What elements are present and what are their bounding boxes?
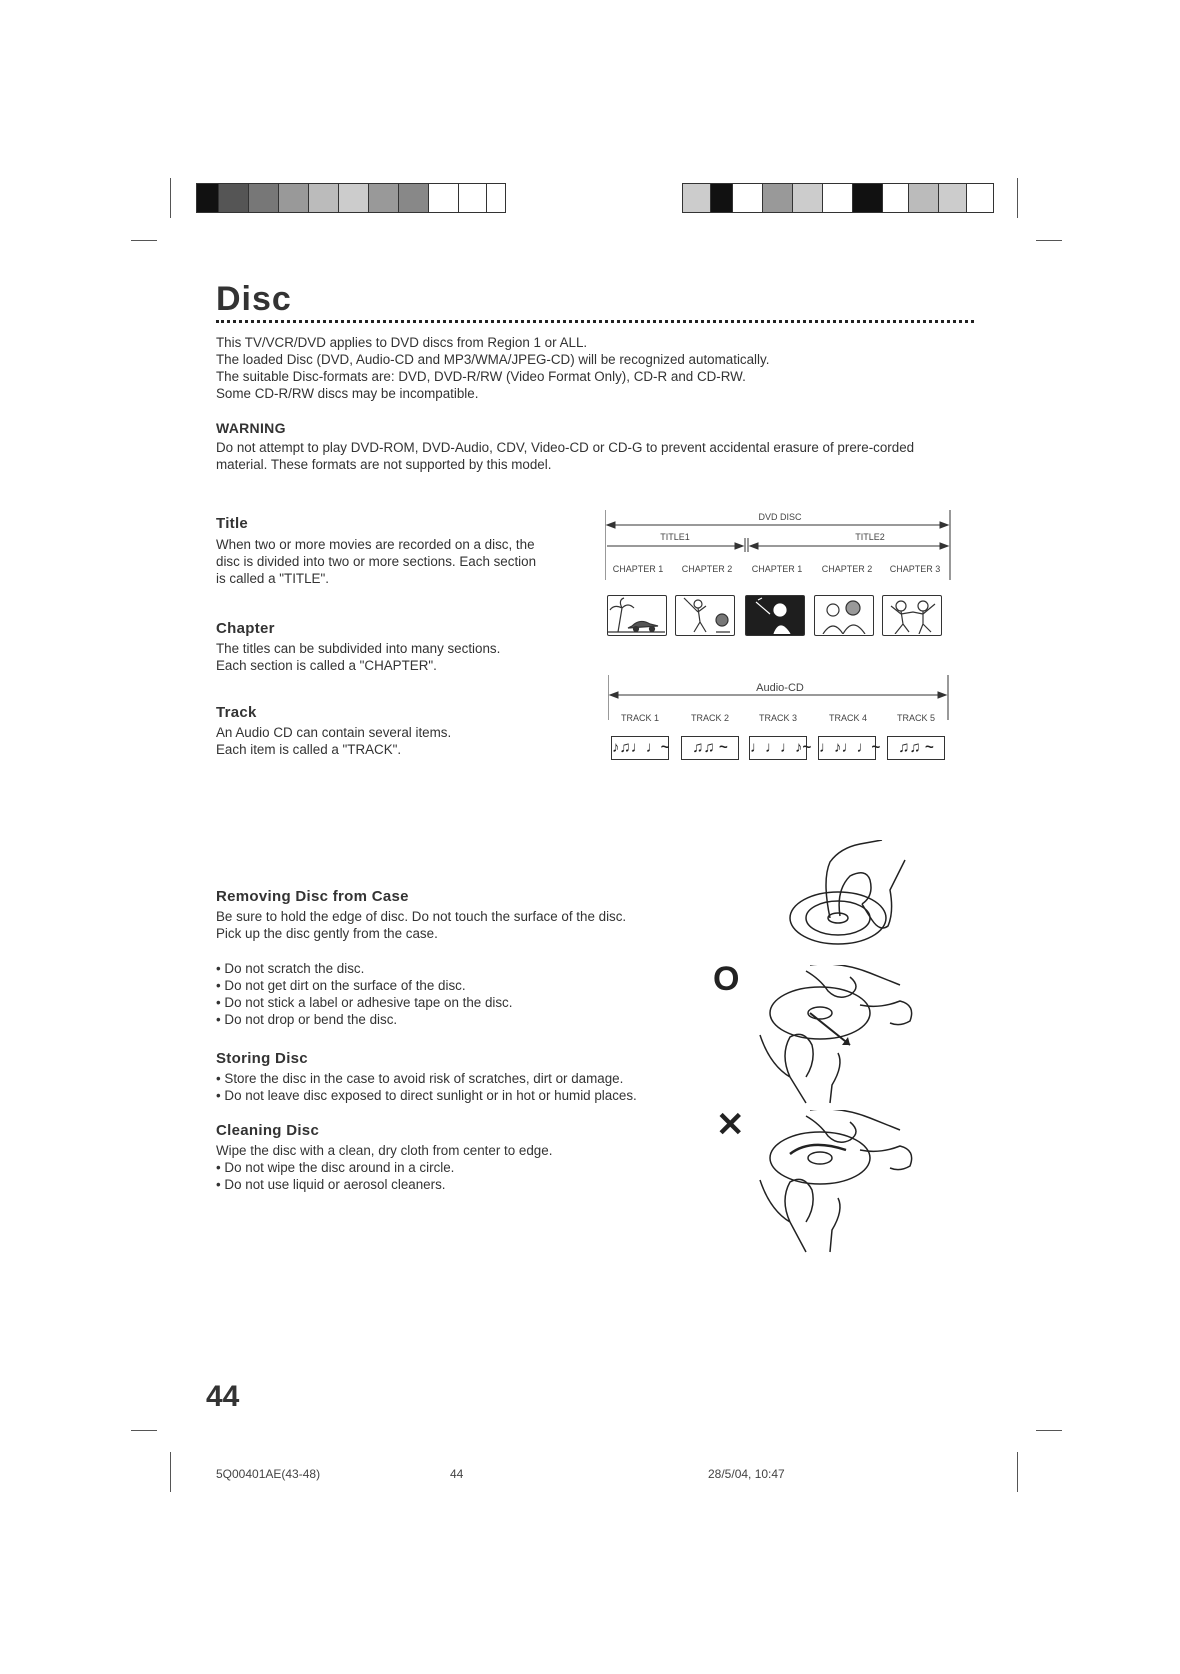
crop-mark <box>131 1430 157 1431</box>
chapter-thumbnail-dancers <box>882 595 942 636</box>
track-label: TRACK 5 <box>896 713 935 723</box>
correct-symbol: O <box>713 960 740 998</box>
track-label: TRACK 3 <box>758 713 797 723</box>
storing-heading: Storing Disc <box>216 1050 308 1067</box>
intro-line: The suitable Disc-formats are: DVD, DVD-R/RW (Video Format Only), CD-R and CD-RW. <box>216 369 746 384</box>
dvd-structure-diagram <box>605 510 955 600</box>
track-label: TRACK 2 <box>690 713 729 723</box>
footer-code: 5Q00401AE(43-48) <box>216 1467 321 1481</box>
correct-handling-illustration <box>750 965 930 1105</box>
chapter-line: Each section is called a "CHAPTER". <box>216 658 437 673</box>
title2-label: TITLE2 <box>855 532 885 542</box>
chapter-label: CHAPTER 3 <box>889 564 941 574</box>
removing-text <box>216 908 696 942</box>
disc-from-case-illustration <box>770 840 930 960</box>
chapter-line: The titles can be subdivided into many sections. <box>216 641 501 656</box>
removing-bullets <box>216 960 696 1028</box>
track-line: Each item is called a "TRACK". <box>216 742 402 757</box>
chapter-label: CHAPTER 1 <box>751 564 803 574</box>
audio-cd-label: Audio-CD <box>756 682 804 694</box>
track-heading: Track <box>216 704 257 721</box>
page-number: 44 <box>206 1380 240 1413</box>
track-label: TRACK 4 <box>828 713 867 723</box>
bullet-item: • Do not get dirt on the surface of the disc. <box>216 978 466 993</box>
intro-line: The loaded Disc (DVD, Audio-CD and MP3/WMA/JPEG-CD) will be recognized automatically. <box>216 352 770 367</box>
incorrect-symbol: ✕ <box>716 1106 745 1144</box>
track-notes-box: ♩♪♩♩~ <box>818 736 876 760</box>
removing-line: Be sure to hold the edge of disc. Do not touch the surface of the disc. <box>216 909 627 924</box>
title-divider <box>216 320 974 323</box>
chapter-thumbnail-golfer <box>675 595 735 636</box>
title-heading: Title <box>216 515 249 532</box>
bullet-item: • Do not use liquid or aerosol cleaners. <box>216 1177 446 1192</box>
dvd-disc-label: DVD DISC <box>758 512 802 522</box>
crop-mark <box>1017 178 1018 218</box>
track-text <box>216 724 556 758</box>
cleaning-heading: Cleaning Disc <box>216 1122 320 1139</box>
crop-mark <box>1036 240 1062 241</box>
removing-heading: Removing Disc from Case <box>216 888 409 905</box>
track-notes-box: ♪♫♩♩~ <box>611 736 669 760</box>
chapter-thumbnail-beach <box>607 595 667 636</box>
warning-text: Do not attempt to play DVD-ROM, DVD-Audio, CDV, Video-CD or CD-G to prevent accidental erasure of prere-corded material. These formats are not supported by this model. <box>216 440 915 472</box>
storing-bullets <box>216 1070 716 1104</box>
intro-line: Some CD-R/RW discs may be incompatible. <box>216 386 479 401</box>
cleaning-text <box>216 1142 696 1193</box>
bullet-item: • Do not scratch the disc. <box>216 961 365 976</box>
bullet-item: • Do not wipe the disc around in a circle. <box>216 1160 455 1175</box>
crop-mark <box>1036 1430 1062 1431</box>
removing-line: Pick up the disc gently from the case. <box>216 926 438 941</box>
title1-label: TITLE1 <box>660 532 690 542</box>
color-bar-left <box>196 183 506 213</box>
bullet-item: • Do not stick a label or adhesive tape on the disc. <box>216 995 513 1010</box>
chapter-label: CHAPTER 1 <box>612 564 664 574</box>
chapter-heading: Chapter <box>216 620 275 637</box>
chapter-thumbnail-couple <box>814 595 874 636</box>
track-notes-box: ♫♫ ~ <box>887 736 945 760</box>
crop-mark <box>170 1452 171 1492</box>
crop-mark <box>1017 1452 1018 1492</box>
track-notes-box: ♩♩♩♪~ <box>749 736 807 760</box>
title-text: When two or more movies are recorded on a disc, the disc is divided into two or more sections. Each section is called a "TITLE". <box>216 537 537 586</box>
bullet-item: • Do not leave disc exposed to direct sunlight or in hot or humid places. <box>216 1088 637 1103</box>
chapter-thumbnail-singer <box>745 595 805 636</box>
intro-line: This TV/VCR/DVD applies to DVD discs from Region 1 or ALL. <box>216 335 588 350</box>
bullet-item: • Store the disc in the case to avoid risk of scratches, dirt or damage. <box>216 1071 624 1086</box>
bullet-item: • Do not drop or bend the disc. <box>216 1012 398 1027</box>
footer-page: 44 <box>450 1467 464 1481</box>
cleaning-line: Wipe the disc with a clean, dry cloth from center to edge. <box>216 1143 553 1158</box>
color-bar-right <box>682 183 994 213</box>
track-label: TRACK 1 <box>620 713 659 723</box>
incorrect-handling-illustration <box>750 1110 930 1255</box>
footer-date: 28/5/04, 10:47 <box>708 1467 785 1481</box>
chapter-text <box>216 640 556 674</box>
track-notes-box: ♫♫ ~ <box>681 736 739 760</box>
crop-mark <box>131 240 157 241</box>
track-line: An Audio CD can contain several items. <box>216 725 452 740</box>
chapter-label: CHAPTER 2 <box>681 564 733 574</box>
page-title: Disc <box>216 280 292 318</box>
intro-text <box>216 334 976 402</box>
warning-heading: WARNING <box>216 420 286 436</box>
chapter-label: CHAPTER 2 <box>821 564 873 574</box>
crop-mark <box>170 178 171 218</box>
